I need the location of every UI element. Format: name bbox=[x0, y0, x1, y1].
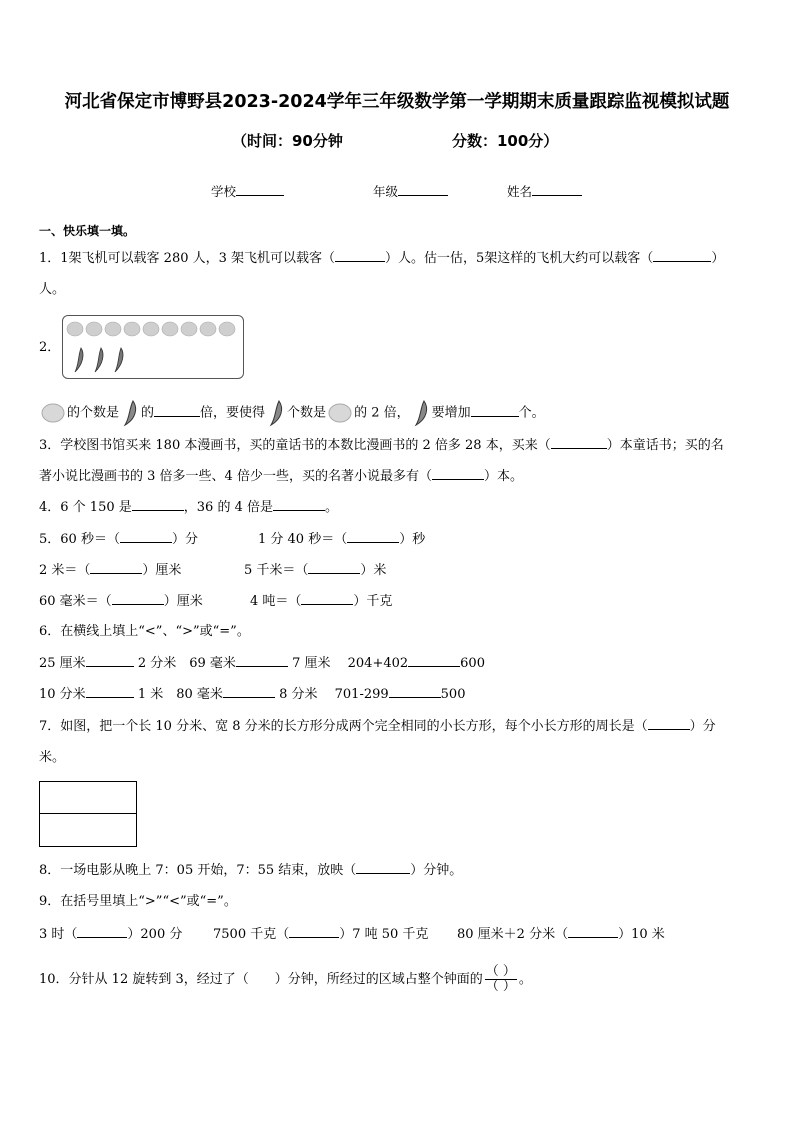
section-heading: 一、快乐填一填。 bbox=[39, 224, 136, 238]
question-9-c: 80 厘米＋2 分米（ ）10 米 bbox=[457, 927, 665, 942]
question-6-row1: 25 厘米 2 分米 69 毫米 7 厘米 204+402 600 bbox=[39, 656, 485, 671]
question-5-row1b: 1 分 40 秒＝（ ）秒 bbox=[258, 532, 426, 547]
question-3-line1: 3．学校图书馆买来 180 本漫画书，买的童话书的本数比漫画书的 2 倍多 28 本，买来（ ）本童话书；买的名 bbox=[39, 438, 724, 453]
question-5-row1a: 5．60 秒＝（ ）分 bbox=[39, 532, 198, 547]
cloud-icon bbox=[39, 399, 67, 427]
question-4: 4．6 个 150 是 ，36 的 4 倍是 。 bbox=[39, 500, 338, 515]
grade-label: 年级 bbox=[373, 184, 399, 199]
name-field bbox=[507, 182, 582, 200]
cloud-icon bbox=[67, 322, 83, 336]
question-6-stem: 6．在横线上填上“<”、“>”或“=”。 bbox=[39, 624, 250, 639]
feather-icon bbox=[75, 348, 83, 372]
grade-field bbox=[373, 182, 448, 200]
question-1-cont: 人。 bbox=[39, 282, 66, 297]
feather-icon bbox=[410, 399, 432, 427]
cloud-icon bbox=[143, 322, 159, 336]
question-5-row3b: 4 吨＝（ ）千克 bbox=[250, 594, 393, 609]
question-5-row2a: 2 米＝（ ）厘米 bbox=[39, 563, 182, 578]
cloud-icon bbox=[181, 322, 197, 336]
cloud-icon bbox=[200, 322, 216, 336]
cloud-icon bbox=[219, 322, 235, 336]
feather-icon bbox=[115, 348, 123, 372]
question-1: 1．1架飞机可以载客 280 人，3 架飞机可以载客（ ）人。估一估，5架这样的飞机大约可以载客（ ） bbox=[39, 251, 725, 266]
icon-group bbox=[63, 316, 243, 378]
feather-icon bbox=[95, 348, 103, 372]
question-3-line2: 著小说比漫画书的 3 倍多一些、4 倍少一些，买的名著小说最多有（ ）本。 bbox=[39, 469, 523, 484]
question-5-row2b: 5 千米＝（ ）米 bbox=[244, 563, 387, 578]
fraction: $\frac{( )}{( )}$ bbox=[485, 964, 516, 994]
question-7-line2: 米。 bbox=[39, 750, 66, 765]
cloud-icon bbox=[124, 322, 140, 336]
question-2-figure bbox=[62, 315, 244, 379]
exam-time: （时间：90分钟 bbox=[232, 132, 343, 150]
cloud-icon bbox=[86, 322, 102, 336]
feather-icon bbox=[119, 399, 141, 427]
question-9-a: 3 时（ ）200 分 bbox=[39, 927, 183, 942]
question-7-line1: 7．如图，把一个长 10 分米、宽 8 分米的长方形分成两个完全相同的小长方形，每个小长方形的周长是（ ）分 bbox=[39, 719, 716, 734]
school-label: 学校 bbox=[211, 184, 237, 199]
cloud-icon bbox=[162, 322, 178, 336]
cloud-icon bbox=[105, 322, 121, 336]
feather-icon bbox=[265, 399, 287, 427]
school-field bbox=[211, 182, 284, 200]
cloud-icon bbox=[326, 399, 354, 427]
exam-score: 分数：100分） bbox=[452, 132, 559, 150]
question-6-row2: 10 分米 1 米 80 毫米 8 分米 701-299 500 bbox=[39, 687, 466, 702]
question-2-number: 2． bbox=[39, 340, 61, 355]
question-7-figure bbox=[39, 781, 137, 847]
divider-line bbox=[40, 813, 136, 814]
question-2-text: 的个数是 的 倍，要使得 个数是 的 2 倍， 要增加 个。 bbox=[39, 399, 545, 427]
question-5-row3a: 60 毫米＝（ ）厘米 bbox=[39, 594, 203, 609]
question-9-b: 7500 千克（ ）7 吨 50 千克 bbox=[213, 927, 429, 942]
question-8: 8．一场电影从晚上 7：05 开始，7：55 结束，放映（ ）分钟。 bbox=[39, 863, 463, 878]
question-9-stem: 9．在括号里填上“>”“<”或“=”。 bbox=[39, 894, 237, 909]
name-label: 姓名 bbox=[507, 184, 533, 199]
page-title: 河北省保定市博野县2023-2024学年三年级数学第一学期期末质量跟踪监视模拟试题 bbox=[64, 92, 730, 112]
question-10: 10．分针从 12 旋转到 3，经过了（ ）分钟，所经过的区域占整个钟面的 $\frac{( )}{( )}$ 。 bbox=[39, 964, 532, 994]
